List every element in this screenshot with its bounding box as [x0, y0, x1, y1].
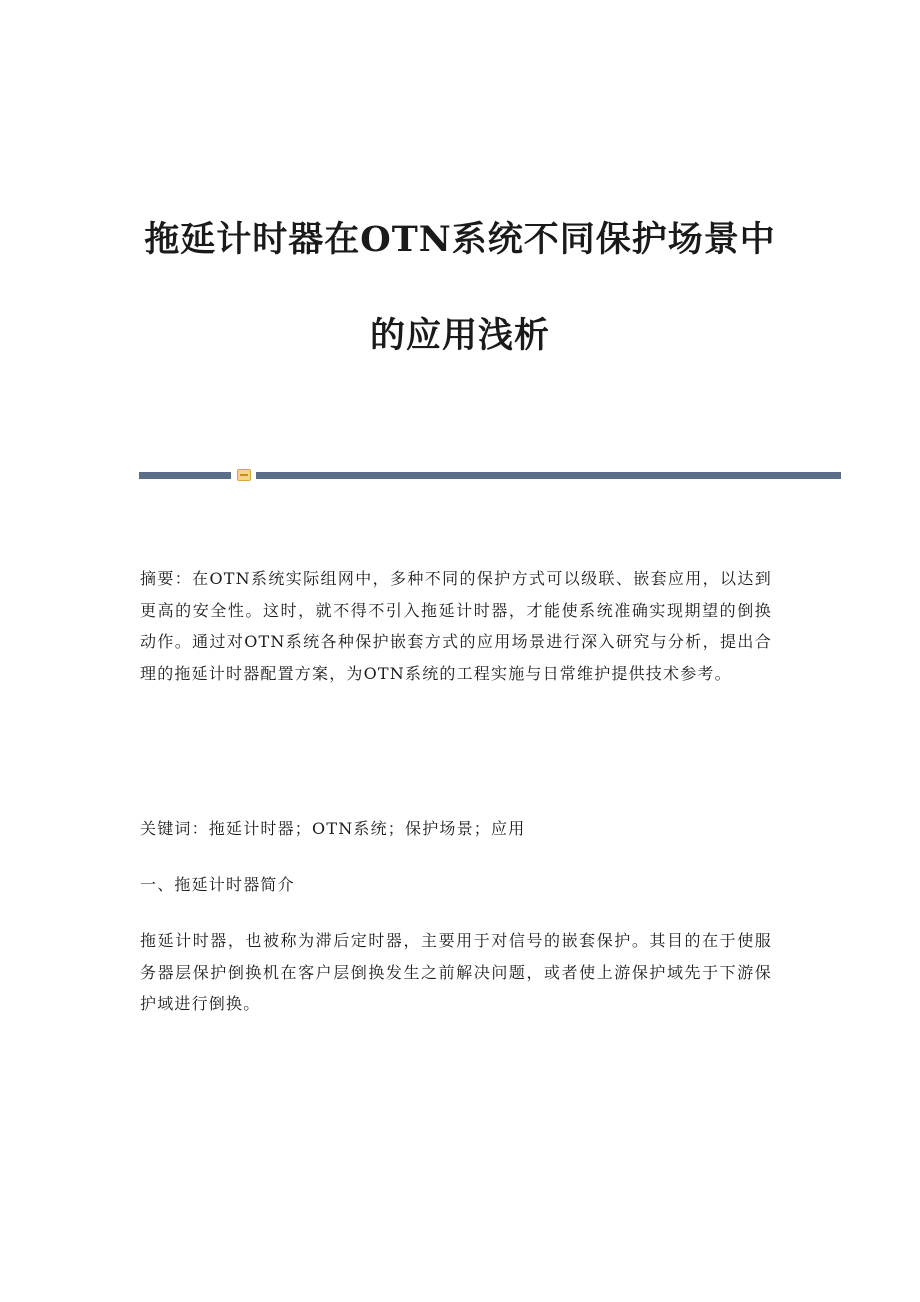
section-heading: 一、拖延计时器简介	[140, 875, 295, 894]
title-divider	[139, 469, 841, 481]
document-title-line-1: 拖延计时器在OTN系统不同保护场景中	[144, 219, 776, 260]
abstract-paragraph: 摘要：在OTN系统实际组网中，多种不同的保护方式可以级联、嵌套应用，以达到更高的安全性。这时，就不得不引入拖延计时器，才能使系统准确实现期望的倒换动作。通过对OTN系统各种保护嵌套方式的应用场景进行深入研究与分析，提出合理的拖延计时器配置方案，为OTN系统的工程实施与日常维护提供技术参考。	[140, 569, 772, 683]
document-title-line-2: 的应用浅析	[369, 315, 550, 356]
section-paragraph: 拖延计时器，也被称为滞后定时器，主要用于对信号的嵌套保护。其目的在于使服务器层保护倒换机在客户层倒换发生之前解决问题，或者使上游保护域先于下游保护域进行倒换。	[140, 931, 772, 1013]
divider-marker-icon	[237, 469, 251, 481]
divider-bar-right	[256, 472, 841, 479]
divider-bar-left	[139, 472, 231, 479]
keywords-line: 关键词：拖延计时器；OTN系统；保护场景；应用	[140, 819, 526, 838]
